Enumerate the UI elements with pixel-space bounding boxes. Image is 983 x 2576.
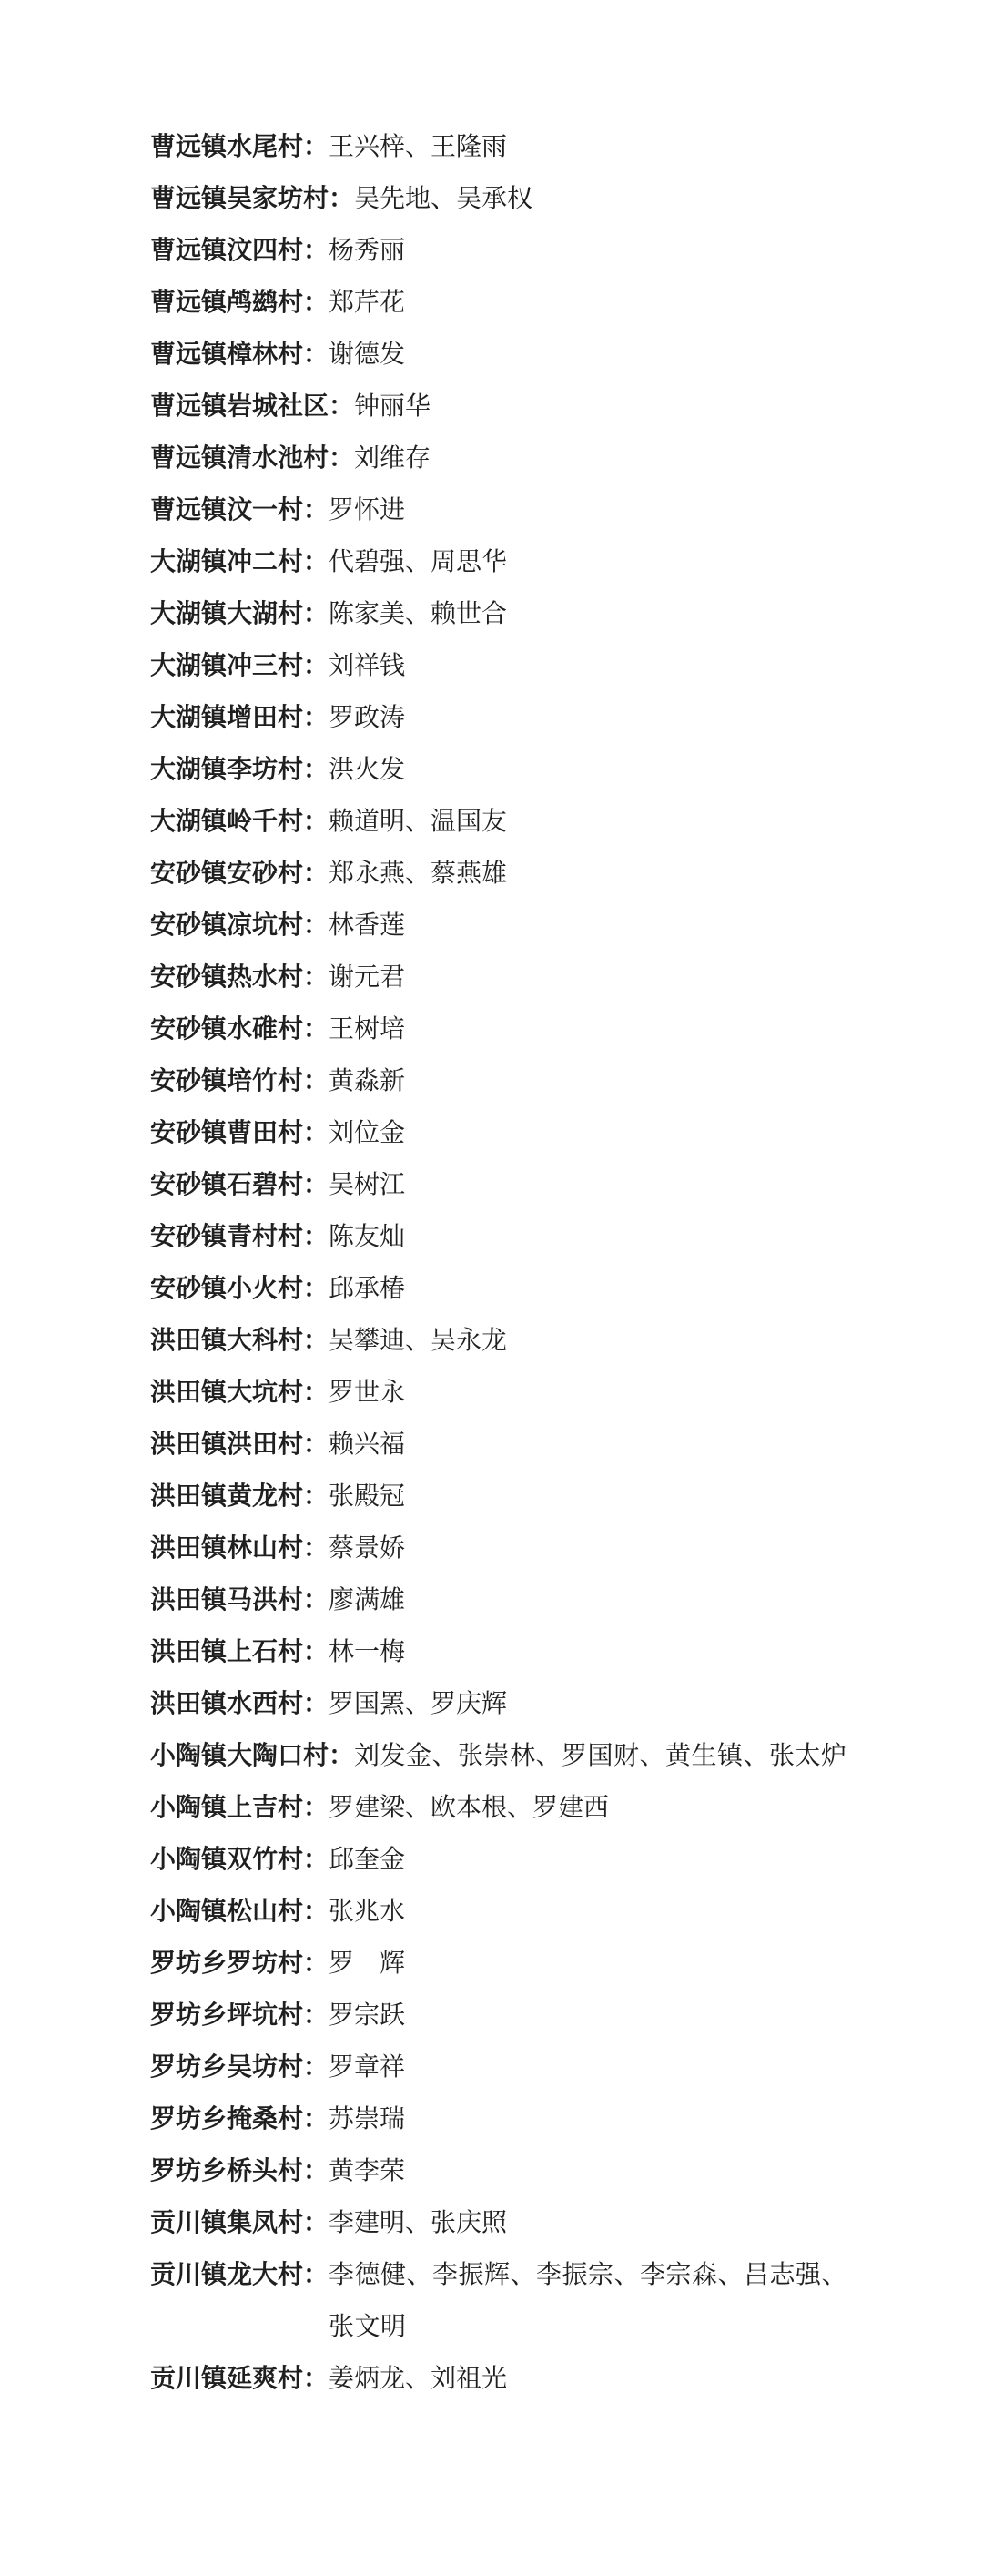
- village-label: 安砂镇凉坑村：: [150, 910, 329, 940]
- village-label: 贡川镇龙大村：: [150, 2259, 329, 2289]
- list-item: [150, 2144, 869, 2196]
- person-names: 罗 辉: [329, 1948, 406, 1978]
- person-names: 林一梅: [329, 1636, 406, 1666]
- person-names: 黄李荣: [329, 2155, 406, 2185]
- list-item: [150, 1314, 869, 1366]
- list-item: [150, 484, 869, 535]
- list-item: [150, 1003, 869, 1054]
- village-label: 贡川镇集凤村：: [150, 2207, 329, 2237]
- village-name-list: [150, 120, 869, 2404]
- list-item: [150, 2196, 869, 2248]
- village-label: 曹远镇樟林村：: [150, 339, 329, 369]
- village-label: 曹远镇清水池村：: [150, 443, 355, 473]
- list-item: [150, 1522, 869, 1573]
- person-names: 罗章祥: [329, 2052, 406, 2082]
- village-label: 安砂镇培竹村：: [150, 1065, 329, 1095]
- person-names: 谢德发: [329, 339, 406, 369]
- person-names: 罗建梁、欧本根、罗建西: [329, 1792, 610, 1822]
- list-item: [150, 1937, 869, 1989]
- list-item: [150, 1989, 869, 2041]
- village-label: 安砂镇安砂村：: [150, 858, 329, 888]
- village-label: 曹远镇岩城社区：: [150, 391, 355, 421]
- person-names: 姜炳龙、刘祖光: [329, 2363, 508, 2393]
- list-item: [150, 276, 869, 328]
- person-names: 罗宗跃: [329, 2000, 406, 2030]
- village-label: 安砂镇水碓村：: [150, 1013, 329, 1044]
- village-label: 洪田镇大坑村：: [150, 1377, 329, 1407]
- person-names: 刘发金、张崇林、罗国财、黄生镇、张太炉: [354, 1740, 847, 1770]
- list-item: [150, 847, 869, 899]
- person-names: 黄淼新: [329, 1065, 406, 1095]
- list-item: [150, 1885, 869, 1937]
- person-names: 邱承椿: [329, 1273, 406, 1303]
- person-names: 陈友灿: [329, 1221, 406, 1251]
- person-names: 赖兴福: [329, 1429, 406, 1459]
- person-names: 吴先地、吴承权: [354, 183, 533, 213]
- list-item: [150, 1833, 869, 1885]
- village-label: 大湖镇李坊村：: [150, 754, 329, 784]
- village-label: 大湖镇大湖村：: [150, 598, 329, 628]
- village-label: 安砂镇曹田村：: [150, 1117, 329, 1147]
- list-item: [150, 951, 869, 1003]
- village-label: 罗坊乡掩桑村：: [150, 2103, 329, 2133]
- person-names: 郑永燕、蔡燕雄: [329, 858, 508, 888]
- village-label: 罗坊乡坪坑村：: [150, 2000, 329, 2030]
- person-names: 罗政涛: [329, 702, 406, 732]
- person-names: 吴攀迪、吴永龙: [329, 1325, 508, 1355]
- list-item: [150, 1781, 869, 1833]
- person-names: 邱奎金: [329, 1844, 406, 1874]
- village-label: 曹远镇汶一村：: [150, 494, 329, 524]
- village-label: 曹远镇鸬鹚村：: [150, 287, 329, 317]
- person-names: 钟丽华: [354, 391, 431, 421]
- person-names: 王树培: [329, 1013, 406, 1044]
- village-label: 大湖镇冲三村：: [150, 650, 329, 680]
- village-label: 曹远镇水尾村：: [150, 131, 329, 161]
- village-label: 小陶镇上吉村：: [150, 1792, 329, 1822]
- person-names: 李建明、张庆照: [329, 2207, 508, 2237]
- person-names: 谢元君: [329, 962, 406, 992]
- list-item: [150, 1677, 869, 1729]
- list-item: [150, 380, 869, 432]
- list-item: [150, 1158, 869, 1210]
- list-item: [150, 2092, 869, 2144]
- person-names: 罗国罴、罗庆辉: [329, 1688, 508, 1718]
- list-item: [150, 1054, 869, 1106]
- list-item: [150, 1470, 869, 1522]
- list-item: [150, 743, 869, 795]
- person-names: 张兆水: [329, 1896, 406, 1926]
- person-names: 郑芹花: [329, 287, 406, 317]
- village-label: 小陶镇大陶口村：: [150, 1740, 355, 1770]
- village-label: 洪田镇马洪村：: [150, 1584, 329, 1614]
- person-names: 罗怀进: [329, 494, 406, 524]
- village-label: 洪田镇黄龙村：: [150, 1481, 329, 1511]
- list-item: [150, 1262, 869, 1314]
- village-label: 曹远镇汶四村：: [150, 235, 329, 265]
- list-item: [150, 1625, 869, 1677]
- village-label: 小陶镇松山村：: [150, 1896, 329, 1926]
- list-item: [150, 691, 869, 743]
- list-item: [150, 535, 869, 587]
- village-label: 洪田镇上石村：: [150, 1636, 329, 1666]
- village-label: 洪田镇洪田村：: [150, 1429, 329, 1459]
- person-names: 蔡景娇: [329, 1532, 406, 1563]
- list-item: [150, 1729, 869, 1781]
- village-label: 安砂镇小火村：: [150, 1273, 329, 1303]
- list-item: [150, 1106, 869, 1158]
- person-names: 李德健、李振辉、李振宗、李宗森、吕志强、张文明: [329, 2259, 848, 2341]
- person-names: 陈家美、赖世合: [329, 598, 508, 628]
- list-item: [150, 328, 869, 380]
- village-label: 洪田镇大科村：: [150, 1325, 329, 1355]
- village-label: 洪田镇水西村：: [150, 1688, 329, 1718]
- person-names: 林香莲: [329, 910, 406, 940]
- person-names: 杨秀丽: [329, 235, 406, 265]
- person-names: 代碧强、周思华: [329, 546, 508, 576]
- list-item: [150, 795, 869, 847]
- list-item: [150, 1573, 869, 1625]
- village-label: 安砂镇青村村：: [150, 1221, 329, 1251]
- list-item: [150, 587, 869, 639]
- list-item: [150, 172, 869, 224]
- person-names: 王兴梓、王隆雨: [329, 131, 508, 161]
- village-label: 罗坊乡罗坊村：: [150, 1948, 329, 1978]
- village-label: 贡川镇延爽村：: [150, 2363, 329, 2393]
- person-names: 刘祥钱: [329, 650, 406, 680]
- village-label: 大湖镇岭千村：: [150, 806, 329, 836]
- village-label: 大湖镇增田村：: [150, 702, 329, 732]
- person-names: 赖道明、温国友: [329, 806, 508, 836]
- village-label: 小陶镇双竹村：: [150, 1844, 329, 1874]
- list-item: [150, 2352, 869, 2404]
- village-label: 安砂镇热水村：: [150, 962, 329, 992]
- list-item: [150, 2041, 869, 2092]
- village-label: 罗坊乡桥头村：: [150, 2155, 329, 2185]
- list-item: [150, 224, 869, 276]
- village-label: 曹远镇吴家坊村：: [150, 183, 355, 213]
- person-names: 苏崇瑞: [329, 2103, 406, 2133]
- person-names: 刘位金: [329, 1117, 406, 1147]
- village-label: 大湖镇冲二村：: [150, 546, 329, 576]
- person-names: 罗世永: [329, 1377, 406, 1407]
- person-names: 张殿冠: [329, 1481, 406, 1511]
- person-names: 廖满雄: [329, 1584, 406, 1614]
- list-item: [150, 1418, 869, 1470]
- list-item: [150, 1366, 869, 1418]
- person-names: 吴树江: [329, 1169, 406, 1199]
- list-item: [150, 899, 869, 951]
- person-names: 洪火发: [329, 754, 406, 784]
- village-label: 安砂镇石碧村：: [150, 1169, 329, 1199]
- list-item: [150, 120, 869, 172]
- list-item: [150, 2248, 869, 2352]
- person-names: 刘维存: [354, 443, 431, 473]
- village-label: 洪田镇林山村：: [150, 1532, 329, 1563]
- list-item: [150, 1210, 869, 1262]
- list-item: [150, 432, 869, 484]
- list-item: [150, 639, 869, 691]
- village-label: 罗坊乡吴坊村：: [150, 2052, 329, 2082]
